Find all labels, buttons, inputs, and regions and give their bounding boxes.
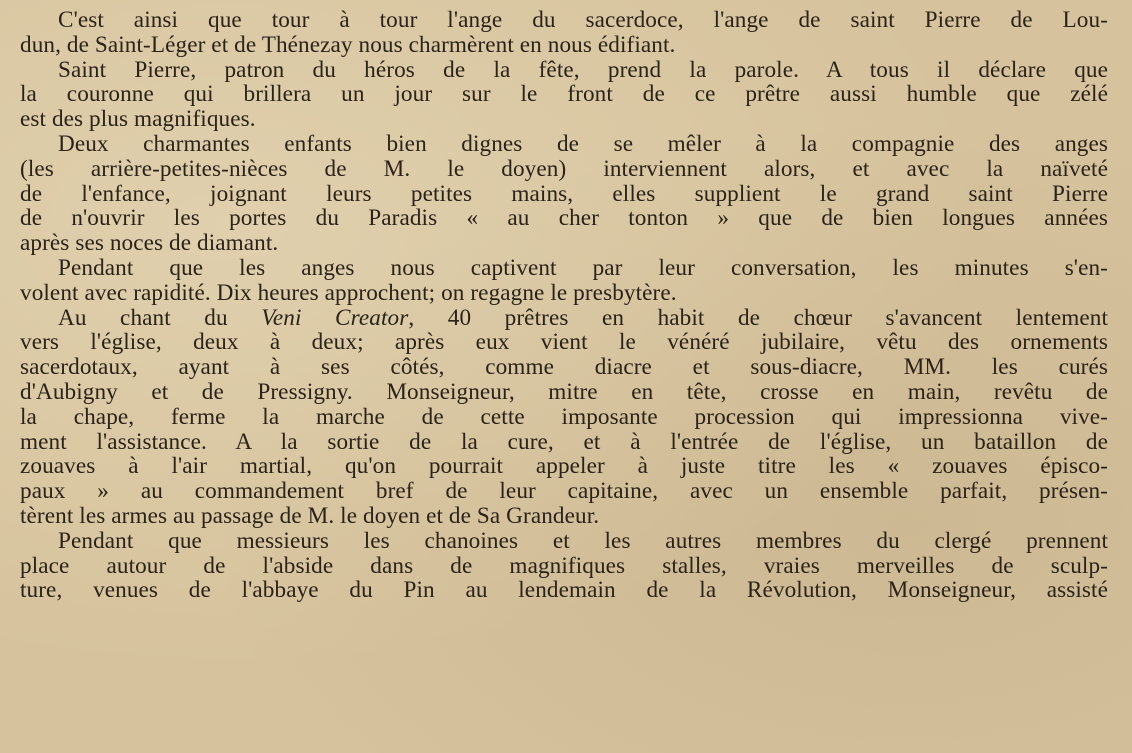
paragraph-angels (20, 8, 1108, 58)
paragraph-conversation (20, 256, 1108, 306)
text-line: Saint Pierre, patron du héros de la fête, prend la parole. A tous il déclare que (58, 56, 1108, 83)
text-line: paux » au commandement bref de leur capitaine, avec un ensemble parfait, présen- (20, 478, 1108, 505)
text-line: de l'enfance, joignant leurs petites mains, elles supplient le grand saint Pierre (20, 180, 1108, 207)
text-run: Au chant du (58, 304, 262, 331)
text-run: , 40 prêtres en habit de chœur s'avancent lentement (408, 304, 1108, 331)
text-line: est des plus magnifiques. (20, 106, 256, 133)
text-line: la couronne qui brillera un jour sur le front de ce prêtre aussi humble que zélé (20, 81, 1108, 108)
text-line: dun, de Saint-Léger et de Thénezay nous charmèrent en nous édifiant. (20, 31, 676, 58)
text-line: d'Aubigny et de Pressigny. Monseigneur, mitre en tête, crosse en main, revêtu de (20, 378, 1108, 405)
text-line: zouaves à l'air martial, qu'on pourrait appeler à juste titre les « zouaves épisco- (20, 453, 1108, 480)
text-line: Pendant que messieurs les chanoines et les autres membres du clergé prennent (58, 527, 1108, 554)
text-line: Pendant que les anges nous captivent par leur conversation, les minutes s'en- (58, 254, 1108, 281)
text-line: ment l'assistance. A la sortie de la cure, et à l'entrée de l'église, un bataillon de (20, 428, 1108, 455)
paragraph-procession (20, 306, 1108, 529)
text-line: volent avec rapidité. Dix heures approchent; on regagne le presbytère. (20, 279, 677, 306)
text-line: (les arrière-petites-nièces de M. le doyen) interviennent alors, et avec la naïveté (20, 155, 1108, 182)
text-line (20, 306, 1108, 331)
text-line: C'est ainsi que tour à tour l'ange du sacerdoce, l'ange de saint Pierre de Lou- (58, 7, 1108, 33)
text-line: Deux charmantes enfants bien dignes de se mêler à la compagnie des anges (58, 130, 1108, 157)
text-line: place autour de l'abside dans de magnifiques stalles, vraies merveilles de sculp- (20, 552, 1108, 579)
text-line: la chape, ferme la marche de cette imposante procession qui impressionna vive- (20, 403, 1108, 430)
paragraph-children (20, 132, 1108, 256)
text-line: après ses noces de diamant. (20, 230, 279, 257)
text-line: sacerdotaux, ayant à ses côtés, comme diacre et sous-diacre, MM. les curés (20, 354, 1108, 381)
paragraph-clergy (20, 529, 1108, 603)
text-line: vers l'église, deux à deux; après eux vient le vénéré jubilaire, vêtu des ornements (20, 329, 1108, 356)
paragraph-saint-pierre (20, 58, 1108, 132)
italic-title: Veni Creator (261, 304, 409, 331)
text-line: ture, venues de l'abbaye du Pin au lendemain de la Révolution, Monseigneur, assisté (20, 577, 1108, 604)
text-line: de n'ouvrir les portes du Paradis « au cher tonton » que de bien longues années (20, 205, 1108, 232)
text-line: tèrent les armes au passage de M. le doyen et de Sa Grandeur. (20, 502, 600, 529)
